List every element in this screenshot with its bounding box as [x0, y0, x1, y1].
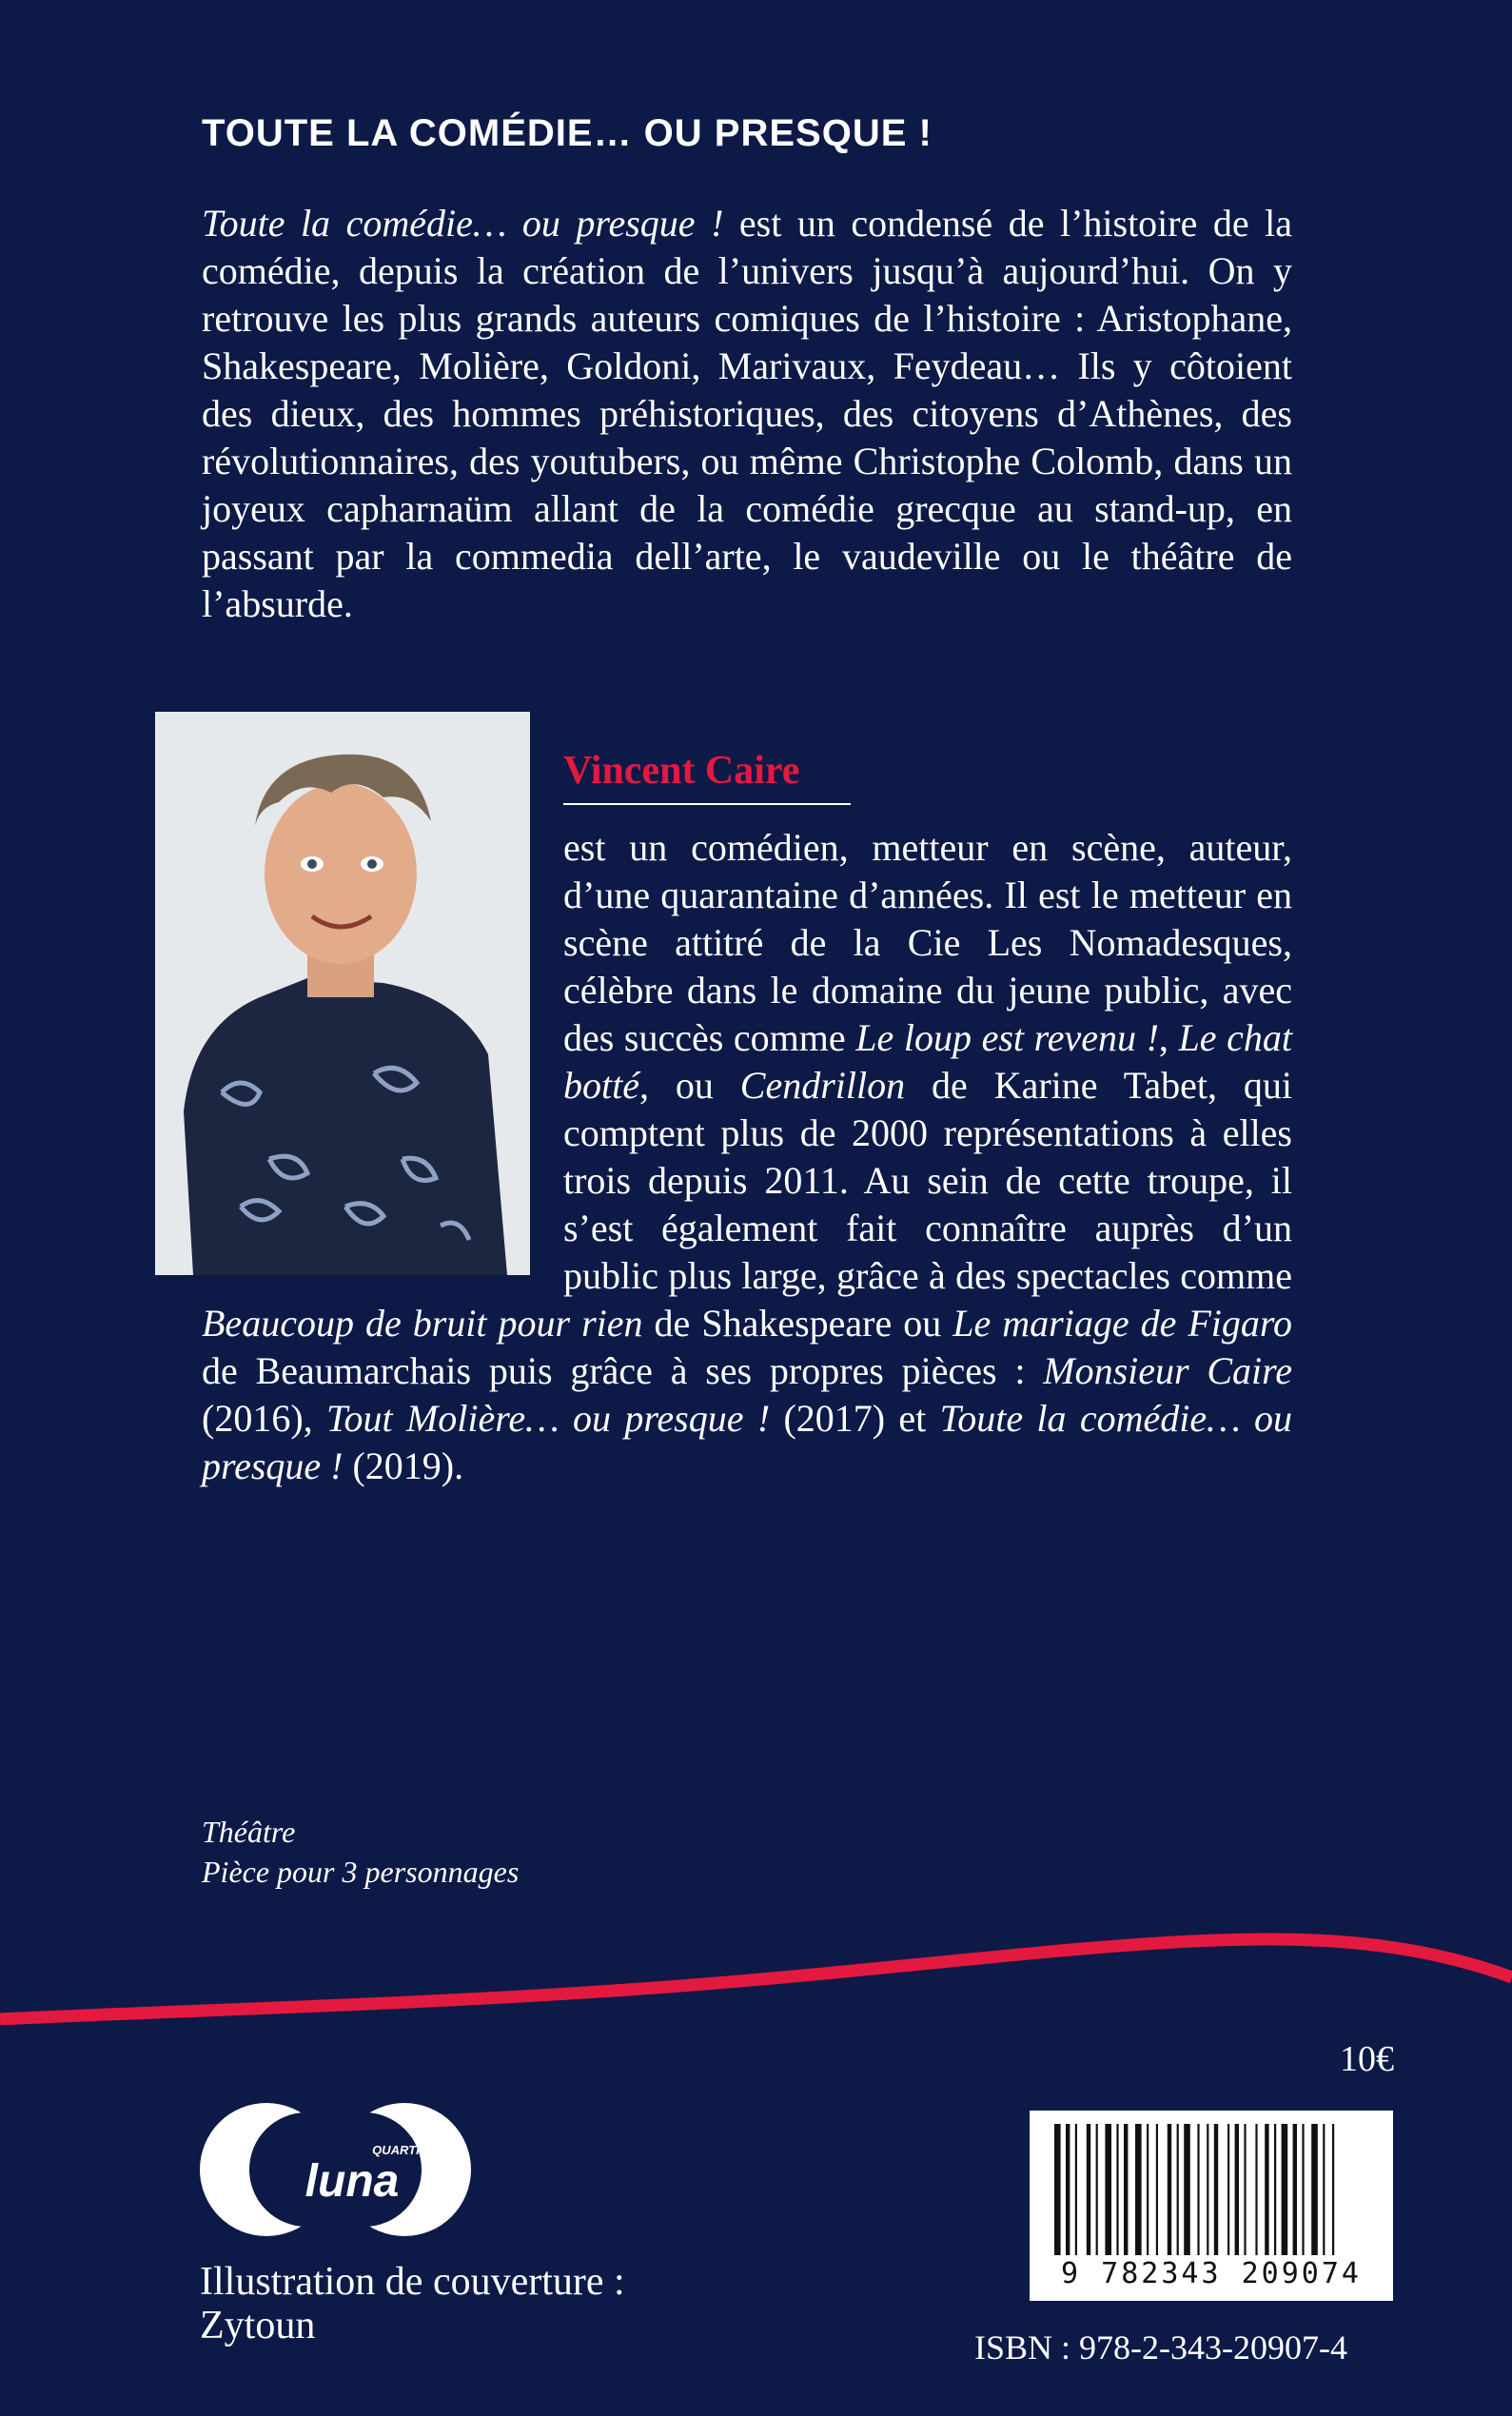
- logo-name-text: luna: [304, 2156, 400, 2207]
- bio-text: de Karine Tabet, qui comptent plus de 2000 représentations à elles trois depuis 2011. Au sein de cette troupe, il s’est également fait connaître auprès d’un public plus large, grâce à des spectacles comme: [563, 1064, 1292, 1297]
- bio-italic: Toute la comédie… ou presque !: [202, 1397, 1292, 1487]
- bio-text: (2019).: [343, 1444, 464, 1487]
- barcode-bar: [1096, 2124, 1098, 2255]
- barcode-bar: [1135, 2124, 1142, 2255]
- barcode-bar: [1147, 2124, 1149, 2255]
- credit-name: Zytoun: [200, 2304, 316, 2347]
- book-title: TOUTE LA COMÉDIE… OU PRESQUE !: [202, 112, 933, 154]
- bio-italic: Monsieur Caire: [1043, 1349, 1292, 1392]
- barcode-bar: [1177, 2124, 1179, 2255]
- publisher-logo: [200, 2101, 476, 2244]
- bio-text: (2016),: [202, 1397, 326, 1440]
- genre-label: Théâtre: [202, 1815, 296, 1849]
- price: 10€: [1340, 2039, 1394, 2079]
- barcode-bar: [1087, 2124, 1090, 2255]
- barcode-bar: [1323, 2124, 1325, 2255]
- cast-label: Pièce pour 3 personnages: [202, 1855, 520, 1889]
- barcode-bar: [1066, 2124, 1070, 2255]
- barcode-bar: [1235, 2124, 1239, 2255]
- barcode-bar: [1282, 2124, 1288, 2255]
- credit-label: Illustration de couverture :: [200, 2260, 625, 2304]
- bio-italic: Le mariage de Figaro: [952, 1302, 1293, 1345]
- barcode-bar: [1156, 2124, 1158, 2255]
- isbn: ISBN : 978-2-343-20907-4: [974, 2328, 1347, 2367]
- barcode-bar: [1168, 2124, 1171, 2255]
- bio-text: (2017) et: [770, 1397, 940, 1440]
- barcode-bar: [1207, 2124, 1208, 2255]
- bio-text: , ou: [638, 1064, 740, 1107]
- barcode-digits: 9 782343 209074: [1061, 2257, 1362, 2290]
- bio-italic: Le chat botté: [563, 1016, 1293, 1107]
- barcode-bar: [1244, 2124, 1246, 2255]
- barcode-bar: [1302, 2124, 1304, 2255]
- barcode-bar: [1227, 2124, 1229, 2255]
- barcode-bar: [1332, 2124, 1334, 2255]
- barcode-bar: [1265, 2124, 1268, 2255]
- barcode-bar: [1214, 2124, 1218, 2255]
- bio-text: de Beaumarchais puis grâce à ses propres pièces :: [202, 1349, 1044, 1392]
- bio-text: est un comédien, metteur en scène, auteur, d’une quarantaine d’années. Il est le metteur en scène attitré de la Cie Les Nomadesques, célèbre dans le domaine du jeune public, avec des succès comme: [563, 826, 1292, 1059]
- barcode-bar: [1274, 2124, 1276, 2255]
- barcode-bar: [1105, 2124, 1111, 2255]
- cover-illustration-credit: [200, 2260, 625, 2347]
- author-bio: [202, 824, 1292, 1490]
- barcode-bar: [1311, 2124, 1318, 2255]
- author-name: Vincent Caire: [563, 748, 851, 805]
- genre-info: [202, 1812, 519, 1892]
- summary-text: est un condensé de l’histoire de la comédie, depuis la création de l’univers jusqu’à aujourd’hui. On y retrouve les plus grands auteurs comiques de l’histoire : Aristophane, Shakespeare, Molière, Goldoni, Marivaux, Feydeau… Ils y côtoient des dieux, des hommes préhistoriques, des citoyens d’Athènes, des révolutionnaires, des youtubers, ou même Christophe Colomb, dans un joyeux capharnaüm allant de la comédie grecque au stand-up, en passant par la commedia dell’arte, le vaudeville ou le théâtre de l’absurde.: [202, 202, 1293, 625]
- barcode-bar: [1293, 2124, 1297, 2255]
- logo-small-text: QUARTIER: [372, 2143, 437, 2157]
- barcode-bar: [1116, 2124, 1118, 2255]
- book-summary: [202, 200, 1292, 628]
- barcode-bar: [1124, 2124, 1128, 2255]
- barcode-bar: [1054, 2124, 1061, 2255]
- bio-text: de Shakespeare ou: [642, 1302, 953, 1345]
- barcode-bar: [1184, 2124, 1190, 2255]
- barcode-bar: [1255, 2124, 1257, 2255]
- photo-spacer: [202, 824, 563, 1290]
- bio-text: ,: [1158, 1016, 1179, 1059]
- barcode-bar: [1197, 2124, 1199, 2255]
- bio-italic: Cendrillon: [739, 1064, 906, 1107]
- summary-italic-lead: Toute la comédie… ou presque !: [202, 202, 724, 245]
- bio-italic: Le loup est revenu !: [855, 1016, 1159, 1059]
- bio-italic: Beaucoup de bruit pour rien: [202, 1302, 643, 1345]
- barcode-bar: [1075, 2124, 1077, 2255]
- red-wave-divider: [0, 1903, 1512, 2055]
- bio-italic: Tout Molière… ou presque !: [325, 1397, 771, 1440]
